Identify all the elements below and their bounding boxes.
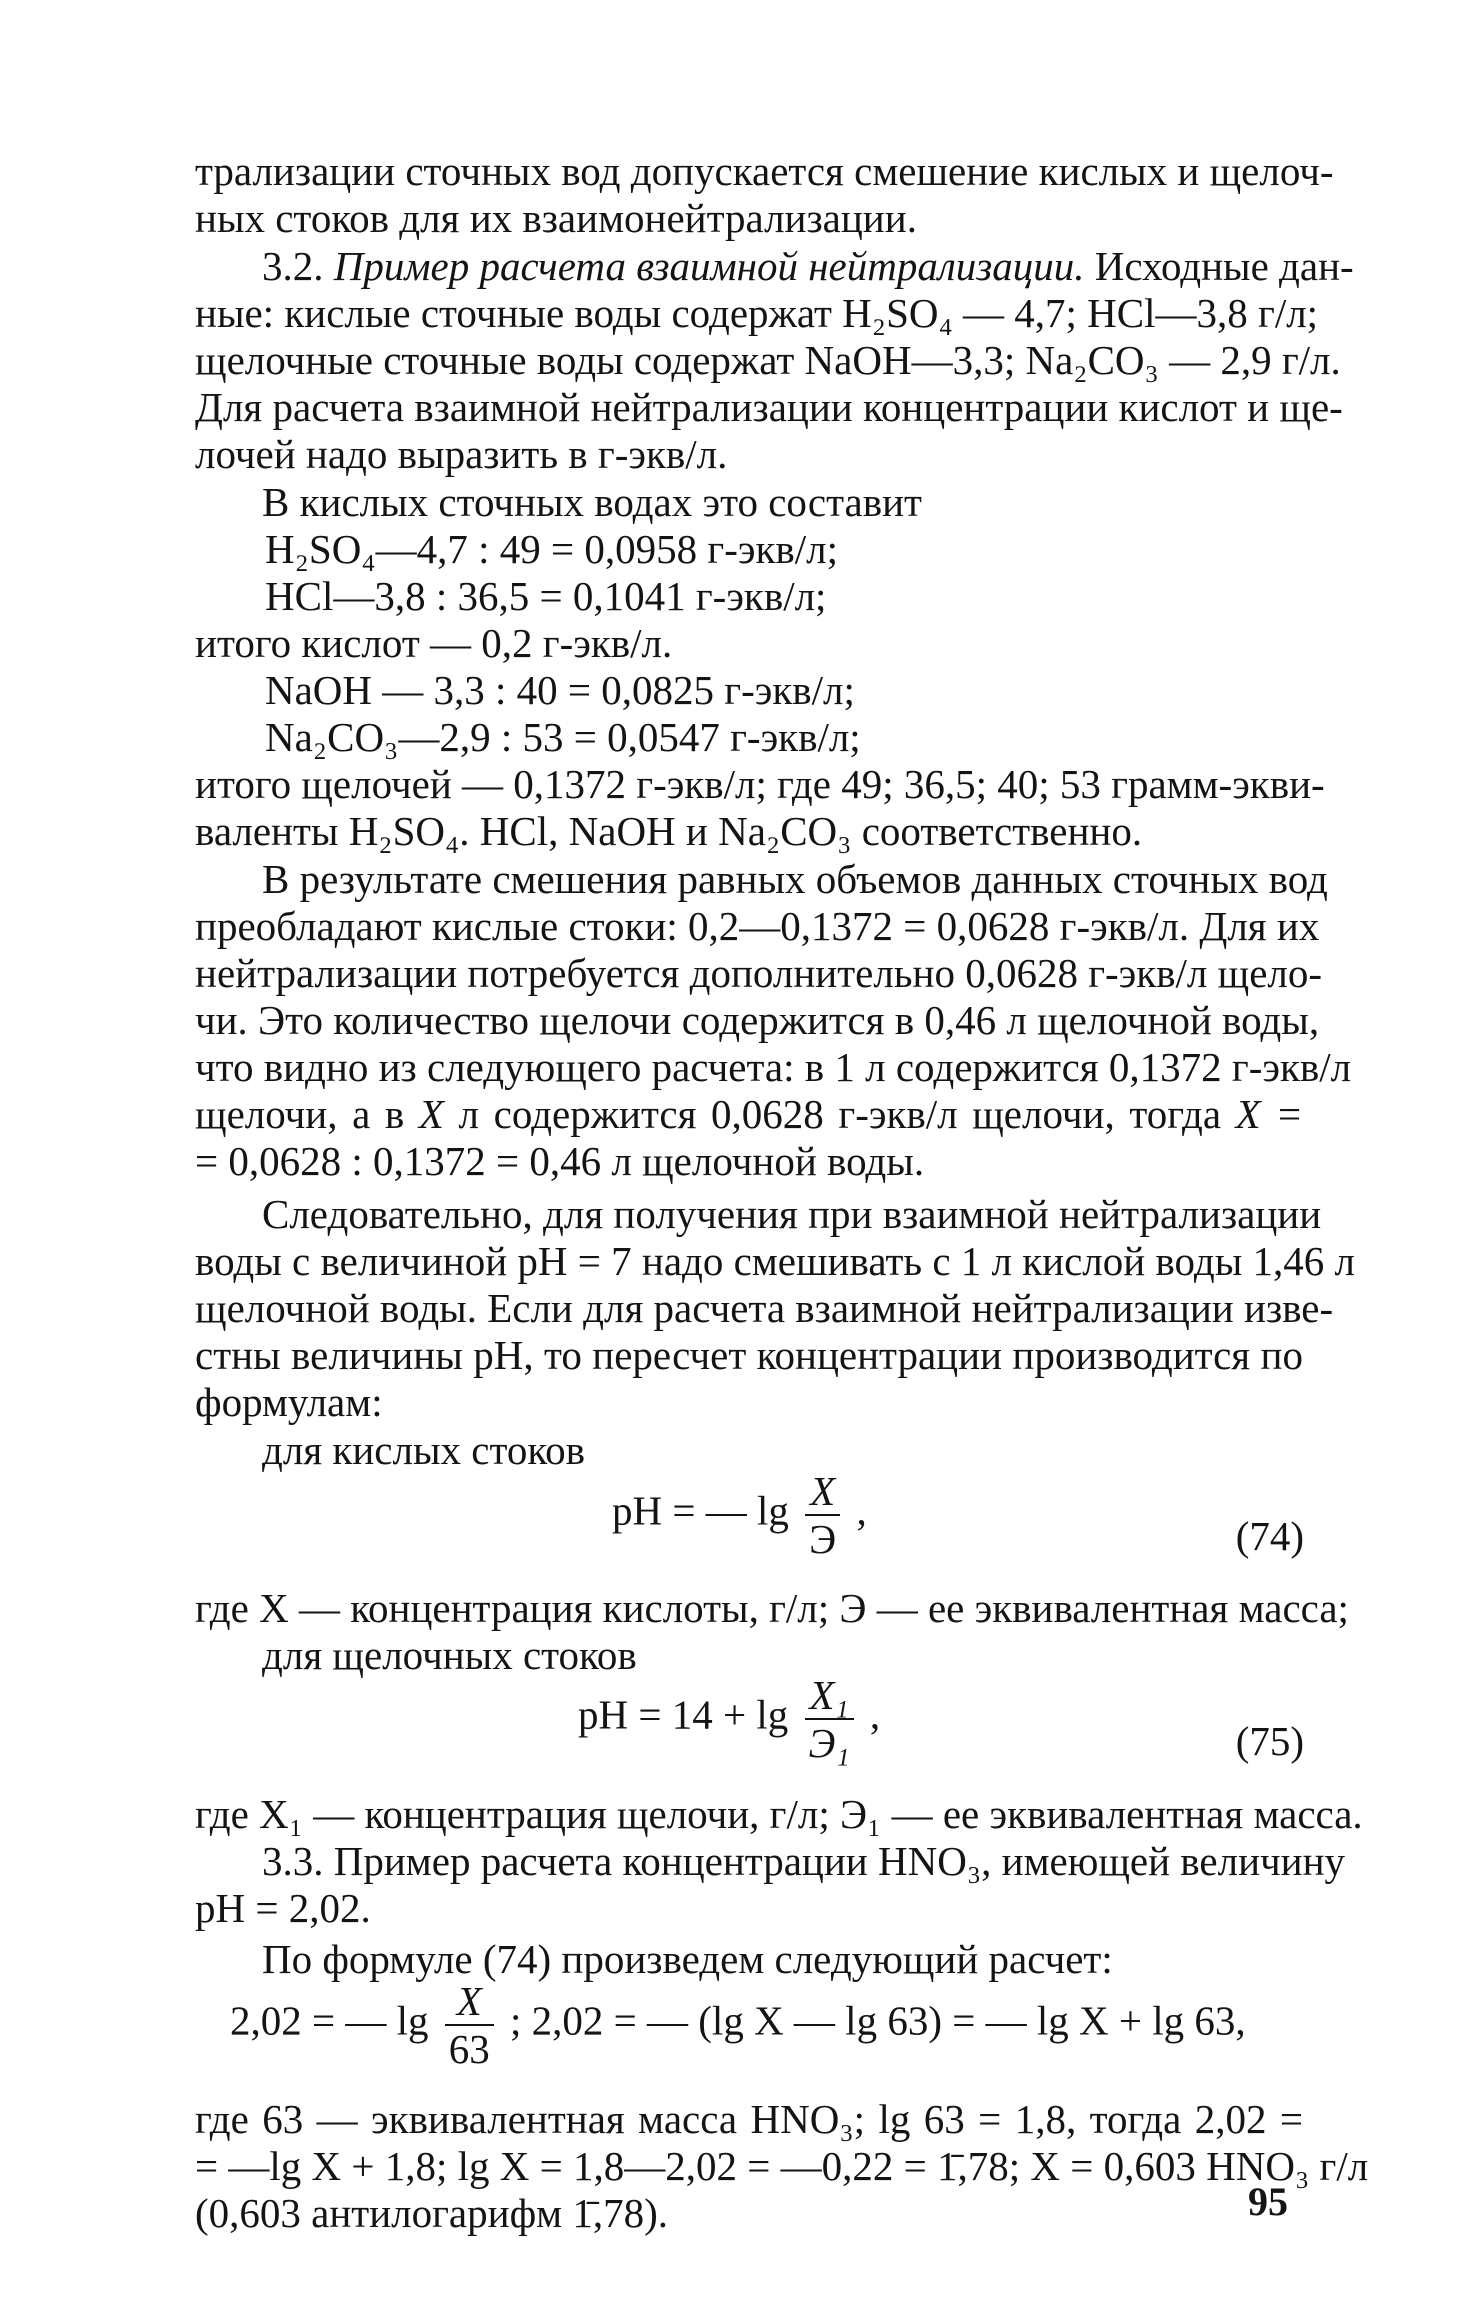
section-number: 3.3. <box>262 1838 324 1884</box>
text-line: щелочные сточные воды содержат NaOH—3,3; Na₂CO₃ — 2,9 г/л. <box>195 337 1341 383</box>
section-3-3-heading <box>262 1837 1346 1885</box>
formula-text: , <box>869 1691 881 1738</box>
text-line: нейтрализации потребуется дополнительно 0,0628 г-экв/л щело- <box>195 950 1323 996</box>
text-line: где 63 — эквивалентная масса HNO₃; lg 63 = 1,8, тогда 2,02 = <box>195 2096 1303 2142</box>
text-line: что видно из следующего расчета: в 1 л содержится 0,1372 г-экв/л <box>195 1044 1352 1090</box>
variable-x: X <box>418 1091 444 1137</box>
text-line: Следовательно, для получения при взаимной нейтрализации <box>262 1191 1322 1237</box>
denominator: 63 <box>445 2024 494 2072</box>
formula-text: pH = — lg <box>612 1487 789 1534</box>
equation-number: (74) <box>1235 1513 1304 1559</box>
calc-line: Na₂CO₃—2,9 : 53 = 0,0547 г-экв/л; <box>265 714 861 760</box>
fraction <box>805 1672 854 1766</box>
calculation-formula <box>230 1978 1246 2072</box>
text-line: где X₁ — концентрация щелочи, г/л; Э₁ — ее эквивалентная масса. <box>195 1791 1363 1837</box>
fraction <box>805 1468 840 1562</box>
formula-75 <box>578 1672 880 1766</box>
text-line: валенты H₂SO₄. HCl, NaOH и Na₂CO₃ соответственно. <box>195 808 1143 854</box>
fraction <box>445 1978 494 2072</box>
formula-74 <box>612 1468 867 1562</box>
calc-line: H₂SO₄—4,7 : 49 = 0,0958 г-экв/л; <box>265 526 838 572</box>
text-line: Для расчета взаимной нейтрализации концентрации кислот и ще- <box>195 384 1343 430</box>
text-line: преобладают кислые стоки: 0,2—0,1372 = 0,0628 г-экв/л. Для их <box>195 903 1320 949</box>
text-line: = 0,0628 : 0,1372 = 0,46 л щелочной воды. <box>195 1138 925 1184</box>
text-line <box>195 1090 1303 1138</box>
calc-line: NaOH — 3,3 : 40 = 0,0825 г-экв/л; <box>265 667 855 713</box>
text-line: pH = 2,02. <box>195 1885 371 1931</box>
text-line: трализации сточных вод допускается смешение кислых и щелоч- <box>195 148 1334 194</box>
numerator: X <box>456 1978 482 2024</box>
text-line: лочей надо выразить в г-экв/л. <box>195 431 728 477</box>
text-line: итого кислот — 0,2 г-экв/л. <box>195 620 673 666</box>
denominator: Э₁ <box>805 1718 854 1766</box>
text-line: стны величины pH, то пересчет концентрации производится по <box>195 1332 1303 1378</box>
page-number: 95 <box>1248 2179 1288 2224</box>
text-line: По формуле (74) произведем следующий расчет: <box>262 1936 1113 1982</box>
formula-text: , <box>856 1487 867 1534</box>
formula-text: pH = 14 + lg <box>578 1691 789 1738</box>
denominator: Э <box>805 1514 840 1562</box>
section-number: 3.2. <box>262 243 324 289</box>
text-line: В результате смешения равных объемов данных сточных вод <box>262 856 1328 902</box>
equation-number: (75) <box>1235 1718 1304 1764</box>
calc-line: HCl—3,8 : 36,5 = 0,1041 г-экв/л; <box>265 573 827 619</box>
text-line: итого щелочей — 0,1372 г-экв/л; где 49; 36,5; 40; 53 грамм-экви- <box>195 761 1325 807</box>
text-line: воды с величиной pH = 7 надо смешивать с 1 л кислой воды 1,46 л <box>195 1238 1355 1284</box>
text-line: для щелочных стоков <box>262 1632 637 1678</box>
section-title: Пример расчета взаимной нейтрализации. <box>333 243 1085 289</box>
text-line: ные: кислые сточные воды содержат H₂SO₄ — 4,7; HCl—3,8 г/л; <box>195 290 1319 336</box>
text-line: ных стоков для их взаимонейтрализации. <box>195 195 917 241</box>
numerator: X₁ <box>809 1672 849 1718</box>
formula-text: 2,02 = — lg <box>230 1997 429 2044</box>
text-run: Исходные дан- <box>1084 243 1354 289</box>
text-line: для кислых стоков <box>262 1427 586 1473</box>
variable-x: X = <box>1235 1091 1303 1137</box>
text-line: формулам: <box>195 1379 383 1425</box>
text-line: щелочной воды. Если для расчета взаимной нейтрализации изве- <box>195 1285 1334 1331</box>
text-run: щелочи, а в <box>195 1091 419 1137</box>
text-line: В кислых сточных водах это составит <box>262 479 922 525</box>
text-line: = —lg X + 1,8; lg X = 1,8—2,02 = —0,22 = 1̄,78; X = 0,603 HNO₃ г/л <box>195 2143 1369 2189</box>
text-line: чи. Это количество щелочи содержится в 0,46 л щелочной воды, <box>195 997 1320 1043</box>
section-3-2-heading <box>262 242 1354 290</box>
formula-text: ; 2,02 = — (lg X — lg 63) = — lg X + lg 63, <box>510 1997 1246 2044</box>
text-run: л содержится 0,0628 г-экв/л щелочи, тогда <box>443 1091 1236 1137</box>
text-line: где X — концентрация кислоты, г/л; Э — ее эквивалентная масса; <box>195 1585 1349 1631</box>
numerator: X <box>810 1468 836 1514</box>
text-line: (0,603 антилогарифм 1̄,78). <box>195 2190 668 2236</box>
text-run: Пример расчета концентрации HNO₃, имеющей величину <box>323 1838 1346 1884</box>
